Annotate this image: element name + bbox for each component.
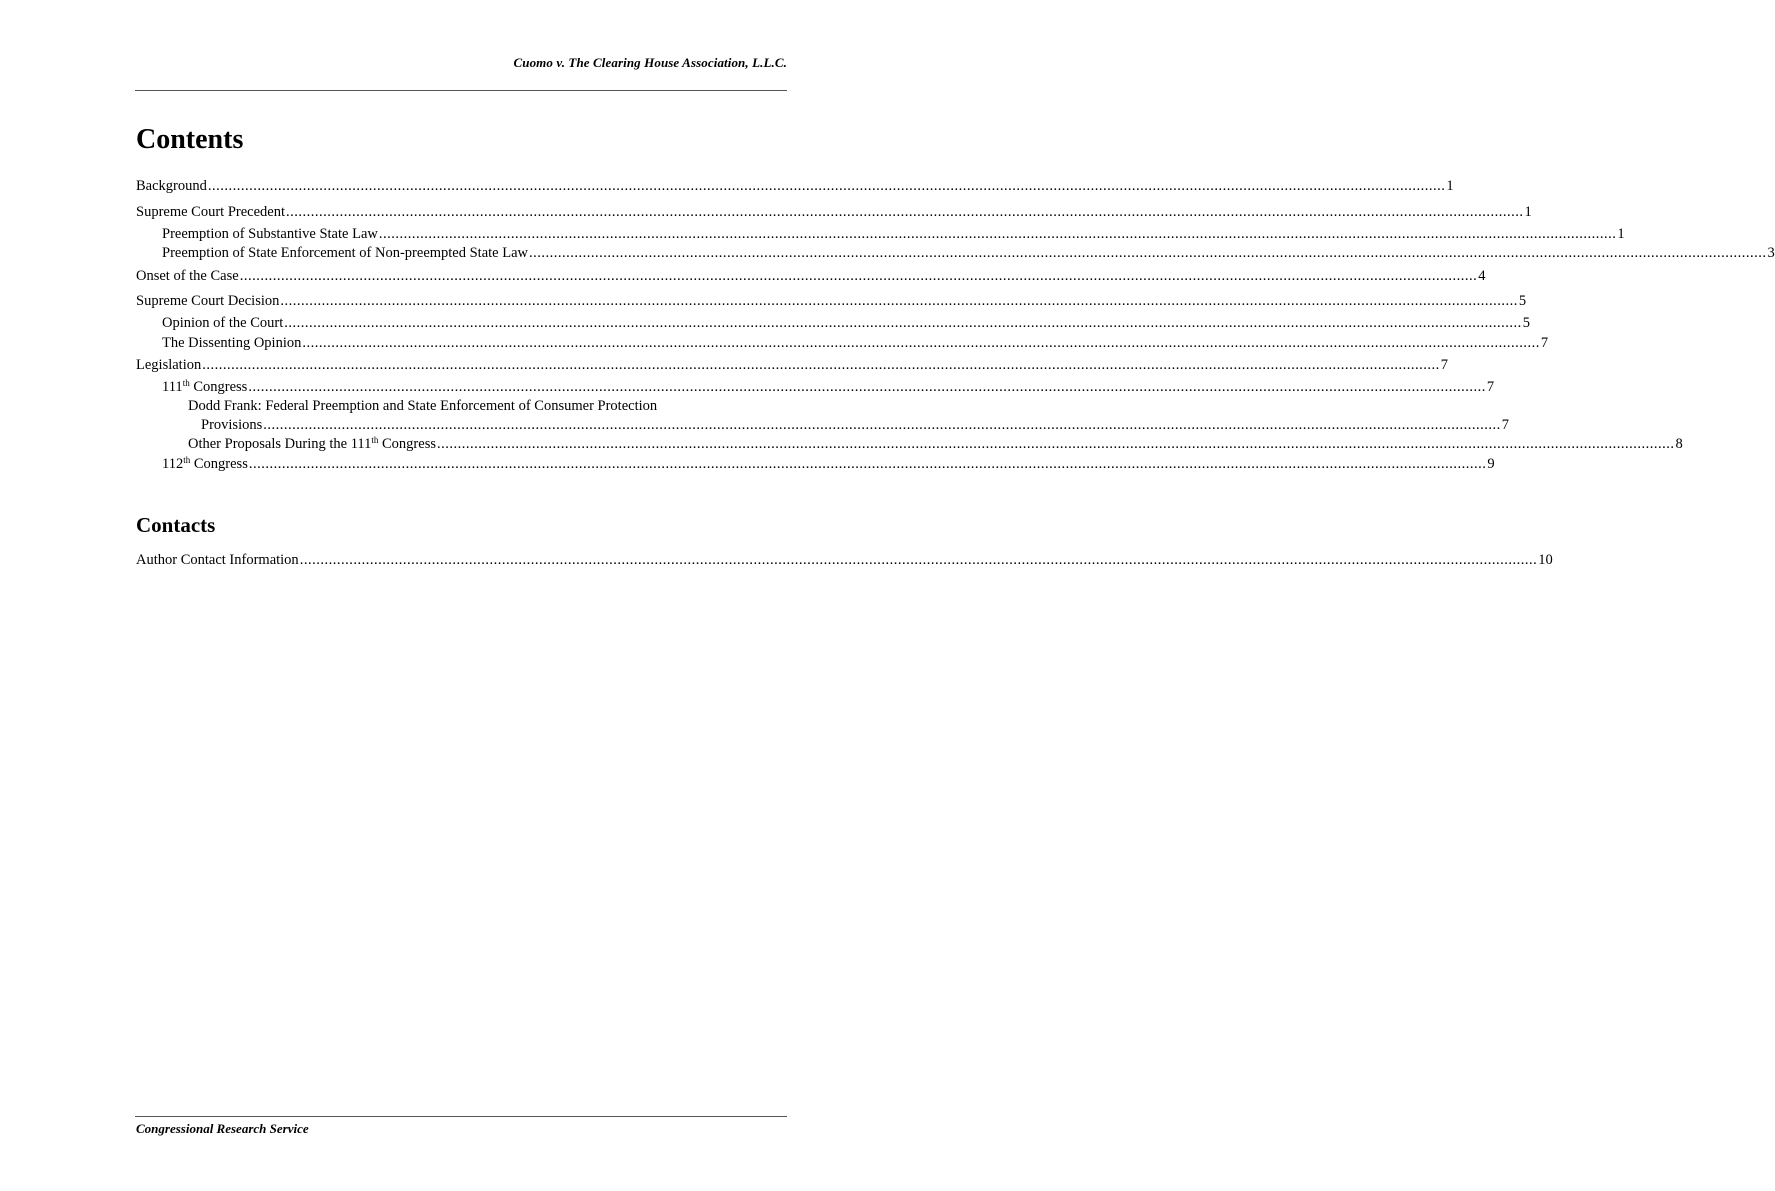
- toc-entry-label: 112th Congress: [162, 455, 248, 472]
- dot-leader: ............................................................................................................................................................................................................................................................................................................: [302, 335, 1540, 351]
- toc-entry-page: 1: [1446, 178, 1454, 194]
- toc-entry-background[interactable]: [136, 177, 1454, 195]
- dot-leader: ............................................................................................................................................................................................................................................................................................................: [248, 379, 1486, 395]
- toc-entry-opinion-of-court[interactable]: [162, 314, 1530, 332]
- dot-leader: ............................................................................................................................................................................................................................................................................................................: [280, 293, 1518, 309]
- running-footer: Congressional Research Service: [136, 1121, 309, 1136]
- dot-leader: ............................................................................................................................................................................................................................................................................................................: [378, 226, 1617, 242]
- toc-entry-onset-of-case[interactable]: [136, 267, 1486, 285]
- toc-entry-supreme-court-decision[interactable]: [136, 292, 1527, 310]
- toc-entry-author-contact[interactable]: [136, 551, 1553, 569]
- toc-entry-page: 5: [1518, 293, 1527, 309]
- toc-entry-preemption-enforcement[interactable]: [162, 244, 1775, 262]
- toc-entry-page: 1: [1524, 204, 1532, 220]
- toc-entry-other-proposals[interactable]: [188, 435, 1683, 453]
- toc-entry-label: 111th Congress: [162, 378, 248, 395]
- dot-leader: ............................................................................................................................................................................................................................................................................................................: [286, 204, 1524, 220]
- dot-leader: ............................................................................................................................................................................................................................................................................................................: [284, 315, 1522, 331]
- dot-leader: ............................................................................................................................................................................................................................................................................................................: [239, 268, 1478, 284]
- dot-leader: ............................................................................................................................................................................................................................................................................................................: [263, 417, 1501, 433]
- toc-entry-page: 7: [1486, 379, 1495, 395]
- toc-entry-label: Preemption of Substantive State Law: [162, 226, 378, 242]
- running-header: Cuomo v. The Clearing House Association, L.L.C.: [513, 55, 787, 70]
- contacts-heading: Contacts: [136, 513, 216, 537]
- dot-leader: ............................................................................................................................................................................................................................................................................................................: [248, 456, 1487, 472]
- contents-heading: Contents: [136, 124, 244, 155]
- toc-entry-legislation[interactable]: [136, 356, 1448, 374]
- toc-entry-page: 1: [1617, 226, 1625, 242]
- toc-entry-page: 4: [1478, 268, 1486, 284]
- toc-entry-label: The Dissenting Opinion: [162, 335, 302, 351]
- header-rule: [135, 90, 787, 91]
- dot-leader: ............................................................................................................................................................................................................................................................................................................: [202, 357, 1440, 373]
- toc-entry-page: 7: [1501, 417, 1509, 433]
- toc-entry-label: Background: [136, 178, 207, 194]
- toc-entry-label: Opinion of the Court: [162, 315, 284, 331]
- dot-leader: ............................................................................................................................................................................................................................................................................................................: [299, 552, 1538, 568]
- dot-leader: ............................................................................................................................................................................................................................................................................................................: [207, 178, 1446, 194]
- dot-leader: ............................................................................................................................................................................................................................................................................................................: [437, 436, 1675, 452]
- toc-entry-label: Preemption of State Enforcement of Non-preempted State Law: [162, 245, 529, 261]
- toc-entry-112th-congress[interactable]: [162, 455, 1495, 473]
- toc-entry-page: 5: [1522, 315, 1530, 331]
- toc-entry-111th-congress[interactable]: [162, 378, 1495, 396]
- footer-rule: [135, 1116, 787, 1117]
- toc-entry-label: Onset of the Case: [136, 268, 239, 284]
- toc-entry-page: 7: [1540, 335, 1549, 351]
- toc-entry-page: 7: [1440, 357, 1448, 373]
- toc-entry-preemption-substantive[interactable]: [162, 225, 1625, 243]
- toc-entry-label: Other Proposals During the 111th Congress: [188, 435, 436, 452]
- toc-entry-label: Legislation: [136, 357, 202, 373]
- toc-entry-page: 9: [1487, 456, 1495, 472]
- toc-entry-dissenting-opinion[interactable]: [162, 334, 1549, 352]
- toc-entry-page: 8: [1675, 436, 1683, 452]
- toc-entry-page: 3: [1767, 245, 1775, 261]
- toc-entry-dodd-frank[interactable]: [201, 416, 1509, 434]
- toc-entry-supreme-court-precedent[interactable]: [136, 203, 1532, 221]
- toc-entry-label: Provisions: [201, 417, 263, 433]
- toc-entry-label: Supreme Court Decision: [136, 293, 280, 309]
- toc-entry-label: Supreme Court Precedent: [136, 204, 285, 220]
- dot-leader: ............................................................................................................................................................................................................................................................................................................: [529, 245, 1767, 261]
- toc-entry-page: 10: [1538, 552, 1553, 568]
- toc-entry-dodd-frank-line1[interactable]: Dodd Frank: Federal Preemption and State Enforcement of Consumer Protection: [188, 398, 658, 414]
- toc-entry-label: Author Contact Information: [136, 552, 299, 568]
